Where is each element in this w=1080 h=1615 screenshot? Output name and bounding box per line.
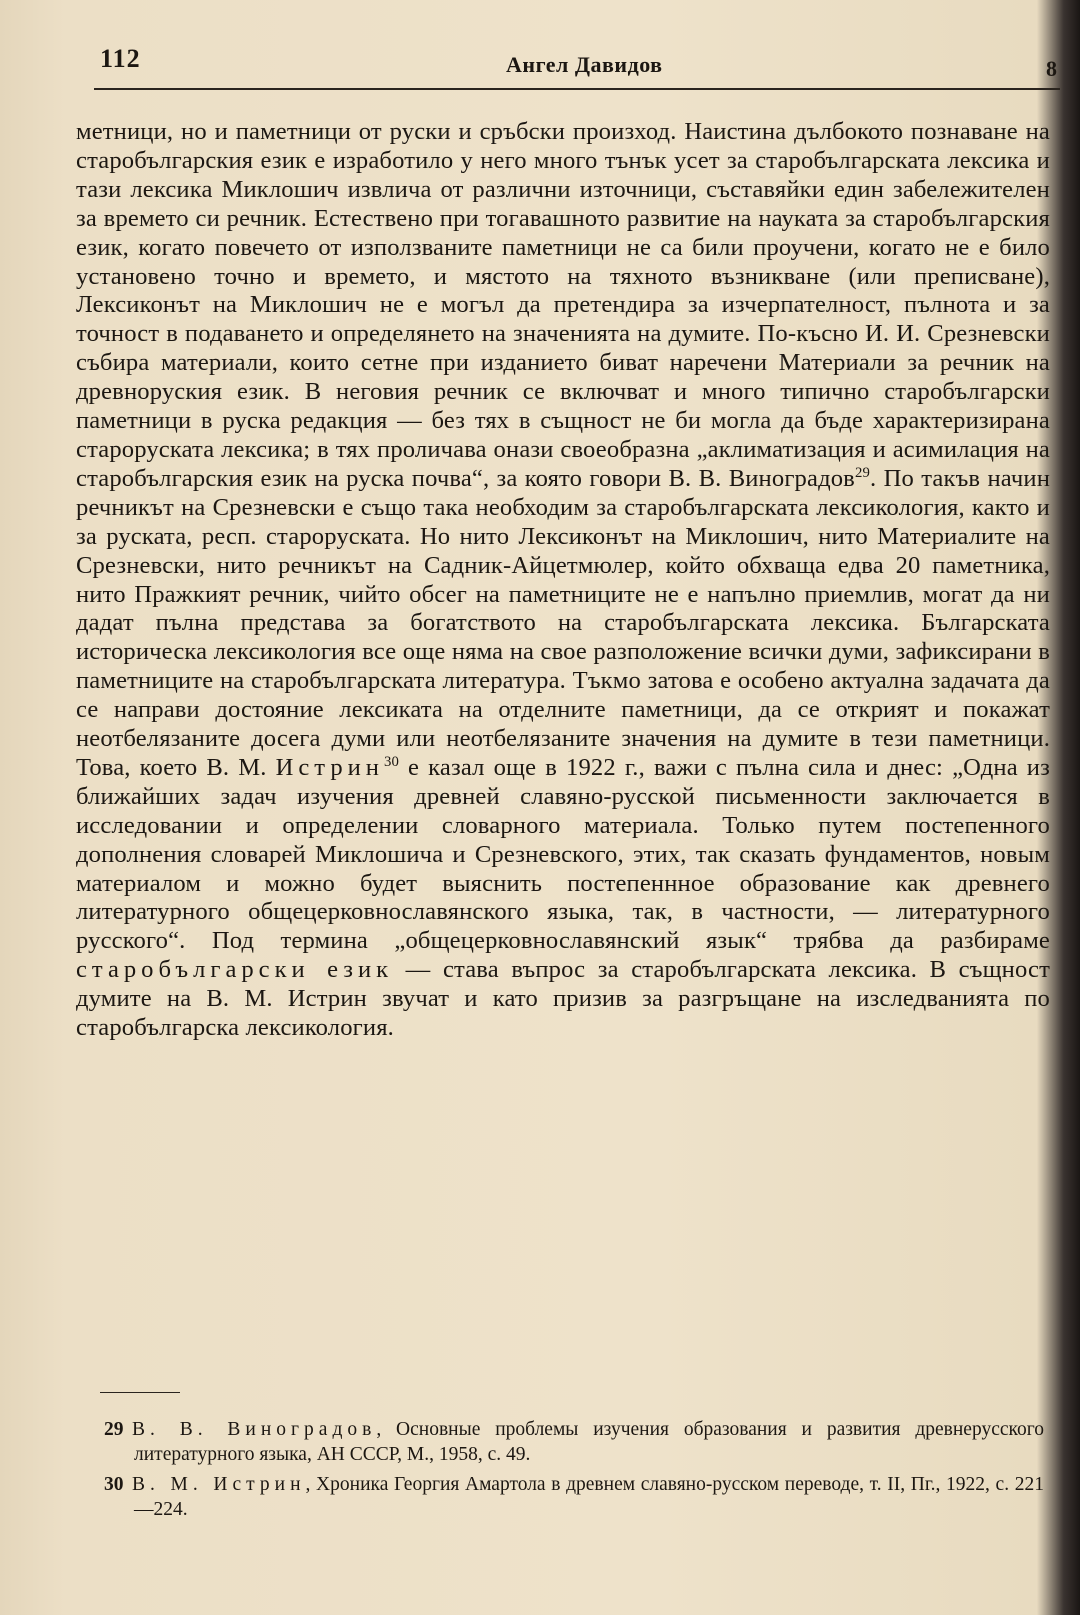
footnote-author: В. В. Виноградов: [132, 1419, 377, 1440]
paragraph: [76, 118, 1050, 1043]
author-name-spaced: Истрин: [275, 753, 384, 781]
header-rule: [94, 88, 1060, 90]
running-title: Ангел Давидов: [506, 52, 663, 77]
text-run: метници, но и паметници от руски и сръбски произход. Наистина дълбокото познаване на старобългарския език е изработило у него много тънък усет за старобългарската лексика и тази лексика Миклошич извлича от различни източници, съставяйки един забележителен за времето си речник. Естествено при тогавашното развитие на науката за старобългарския език, когато повечето от използваните паметници не са били проучени, когато не е било установено точно и времето, и мястото на тяхното възникване (или преписване), Лексиконът на Миклошич не е могъл да претендира за изчерпателност, пълнота и за точност в подаването и определянето на значенията на думите. По-късно И. И. Срезневски събира материали, които сетне при изданието биват наречени Материали за речник на древноруския език. В неговия речник се включват и много типично старобългарски паметници в руска редакция — без тях в същност не би могла да бъде характеризирана староруската лексика; в тях проличава онази своеобразна „аклиматизация и асимилация на старобългарския език на руска почва“, за която говори В. В. Виноградов: [76, 118, 1050, 492]
footnote-30: [104, 1473, 1044, 1522]
footnote-rule: [100, 1392, 180, 1393]
text-run: — става въпрос за старобългарската лексика. В същност думите на В. М. Истрин звучат и като призив за разгръщане на изследванията по старобългарска лексикология.: [76, 956, 1050, 1042]
text-run: е казал още в 1922 г., важи с пълна сила и днес: „Одна из ближайших задач изучения древней славяно-русской письменности заключается в исследовании и определении словарного материала. Только путем постепенного дополнения словарей Миклошича и Срезневского, этих, так сказать фундаментов, новым материалом и можно будет выяснить постепеннное образование как древнего литературного общецерковнославянского языка, так, в частности, — литературного русского“. Под термина „общецерковнославянский язык“ трябва да разбираме: [76, 753, 1050, 955]
page-number: 112: [100, 44, 141, 73]
emphasized-term: старобългарски език: [76, 956, 394, 984]
footnote-text: , Хроника Георгия Амартола в древнем славяно-русском переводе, т. II, Пг., 1922, с. 221—224.: [134, 1474, 1044, 1520]
footnotes: [104, 1418, 1044, 1528]
footnote-author: В. М. Истрин: [132, 1474, 306, 1495]
footnote-number: 29: [104, 1419, 124, 1440]
footnote-text: , Основные проблемы изучения образования и развития древнерусского литературного языка, АН СССР, М., 1958, с. 49.: [134, 1419, 1045, 1465]
main-text: [76, 118, 1050, 1043]
edge-mark: 8: [1046, 56, 1057, 81]
footnote-ref-29: 29: [854, 464, 871, 481]
text-run: . По такъв начин речникът на Срезневски е също така необходим за старобългарската лексикология, както и за руската, респ. староруската. Но нито Лексиконът на Миклошич, нито Материалите на Срезневски, нито речникът на Садник-Айцетмюлер, който обхваща едва 20 паметника, нито Пражкият речник, чийто обсег на паметниците не е напълно приемлив, могат да ни дадат пълна представа за богатството на старобългарската лексика. Българската историческа лексикология все още няма на свое разположение всички думи, зафиксирани в паметниците на старобългарската литература. Тъкмо затова е особено актуална задачата да се направи достояние лексиката на отделните паметници, да се открият и покажат неотбелязаните досега думи или неотбелязаните значения на думите в тези паметници. Това, което В. М.: [76, 464, 1050, 781]
page-header: [94, 44, 1060, 94]
footnote-29: [104, 1418, 1044, 1467]
footnote-ref-30: 30: [383, 753, 400, 770]
footnote-number: 30: [104, 1474, 124, 1495]
